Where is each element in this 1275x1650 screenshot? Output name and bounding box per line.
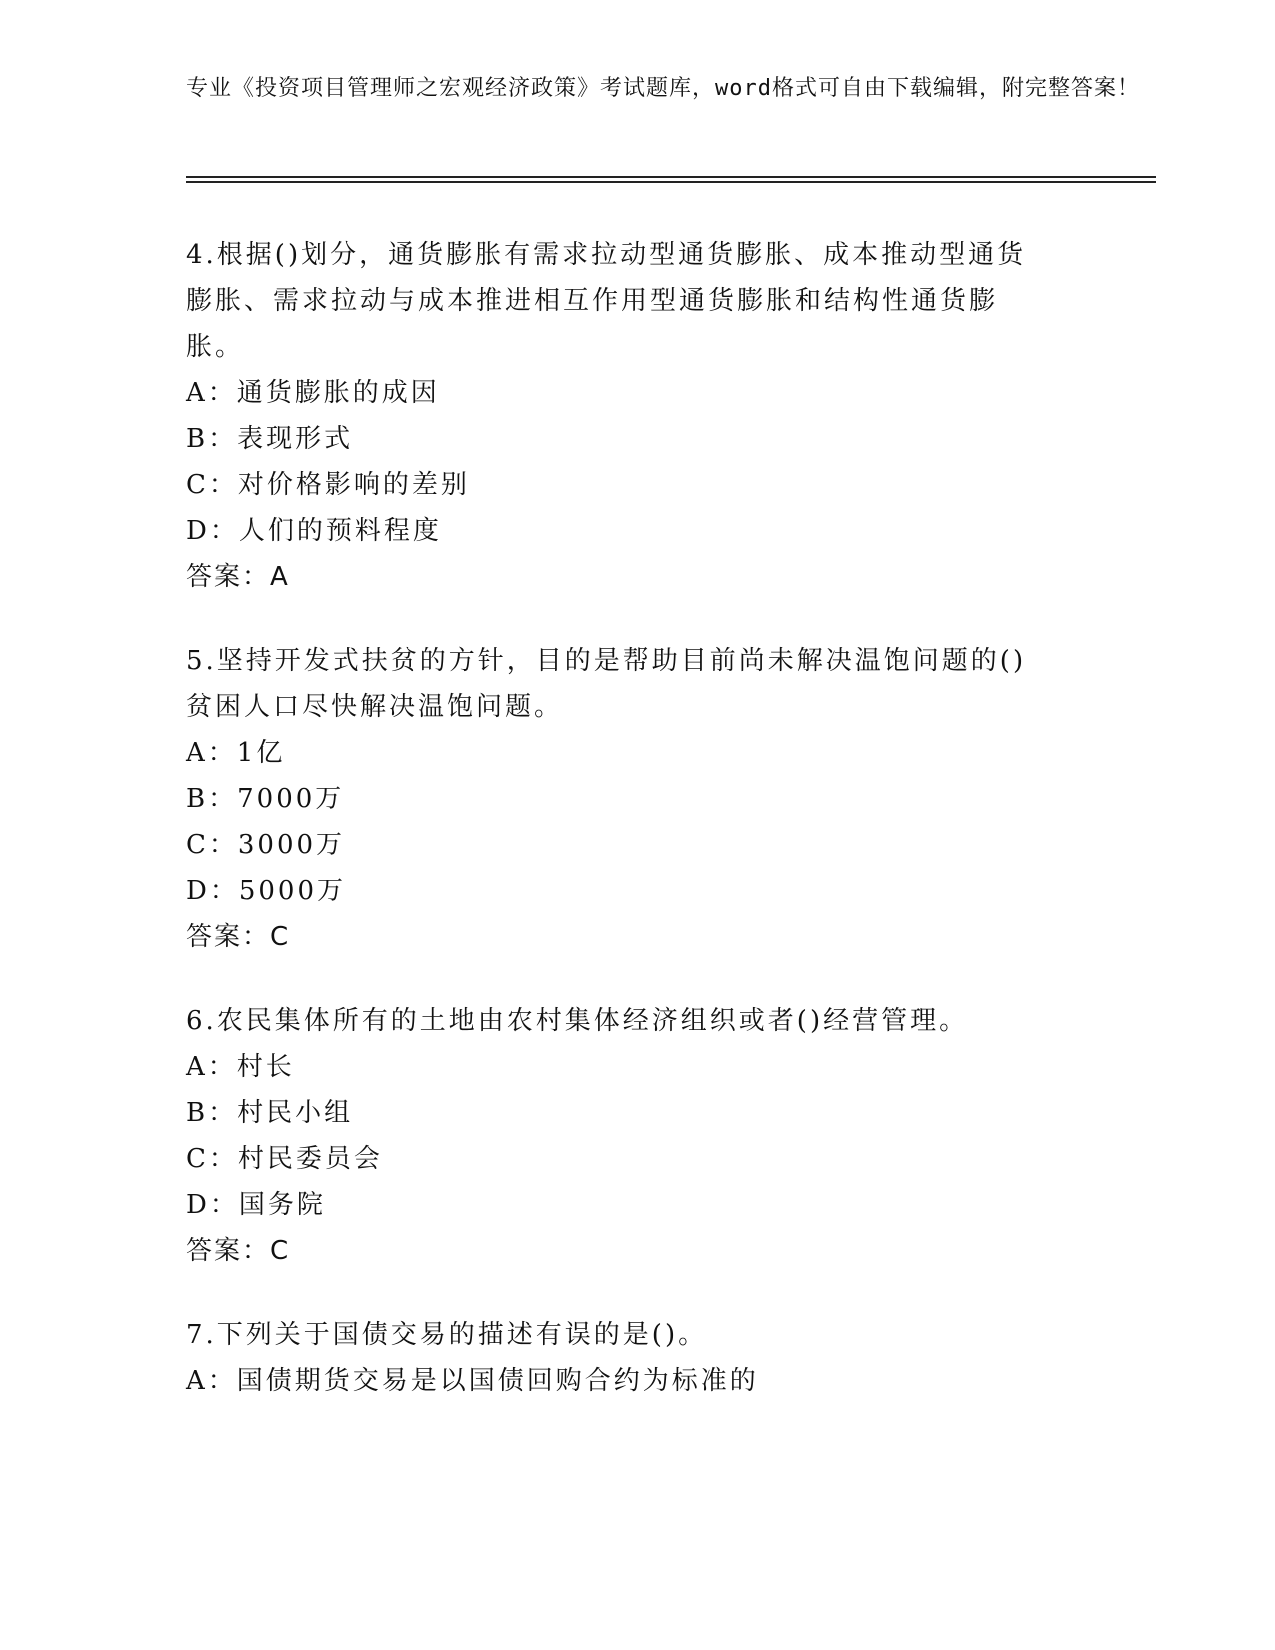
question-item bbox=[186, 638, 1046, 960]
document-intro: 专业《投资项目管理师之宏观经济政策》考试题库，word格式可自由下载编辑，附完整答案！ bbox=[186, 76, 1140, 101]
question-item bbox=[186, 232, 1046, 600]
option-a: A：国债期货交易是以国债回购合约为标准的 bbox=[186, 1366, 759, 1396]
question-stem: 4.根据()划分，通货膨胀有需求拉动型通货膨胀、成本推动型通货膨胀、需求拉动与成本推进相互作用型通货膨胀和结构性通货膨胀。 bbox=[186, 240, 1027, 362]
answer-line: 答案：A bbox=[186, 562, 290, 592]
answer-line: 答案：C bbox=[186, 1236, 291, 1266]
option-b: B：表现形式 bbox=[186, 424, 354, 454]
option-c: C：对价格影响的差别 bbox=[186, 470, 470, 500]
question-item bbox=[186, 1312, 1046, 1404]
question-list bbox=[186, 232, 1046, 1442]
option-b: B：村民小组 bbox=[186, 1098, 354, 1128]
option-d: D：国务院 bbox=[186, 1190, 326, 1220]
header-divider-top bbox=[186, 176, 1156, 178]
option-b: B：7000万 bbox=[186, 784, 345, 814]
document-page bbox=[186, 72, 1156, 1396]
option-a: A：通货膨胀的成因 bbox=[186, 378, 440, 408]
option-d: D：5000万 bbox=[186, 876, 347, 906]
question-stem: 7.下列关于国债交易的描述有误的是()。 bbox=[186, 1320, 708, 1350]
question-item bbox=[186, 998, 1046, 1274]
option-d: D：人们的预料程度 bbox=[186, 516, 442, 546]
option-a: A：村长 bbox=[186, 1052, 295, 1082]
option-c: C：村民委员会 bbox=[186, 1144, 383, 1174]
question-stem: 5.坚持开发式扶贫的方针，目的是帮助目前尚未解决温饱问题的()贫困人口尽快解决温饱问题。 bbox=[186, 646, 1027, 722]
header-divider-bottom bbox=[186, 181, 1156, 183]
answer-line: 答案：C bbox=[186, 922, 291, 952]
option-c: C：3000万 bbox=[186, 830, 346, 860]
question-stem: 6.农民集体所有的土地由农村集体经济组织或者()经营管理。 bbox=[186, 1006, 969, 1036]
option-a: A：1亿 bbox=[186, 738, 286, 768]
